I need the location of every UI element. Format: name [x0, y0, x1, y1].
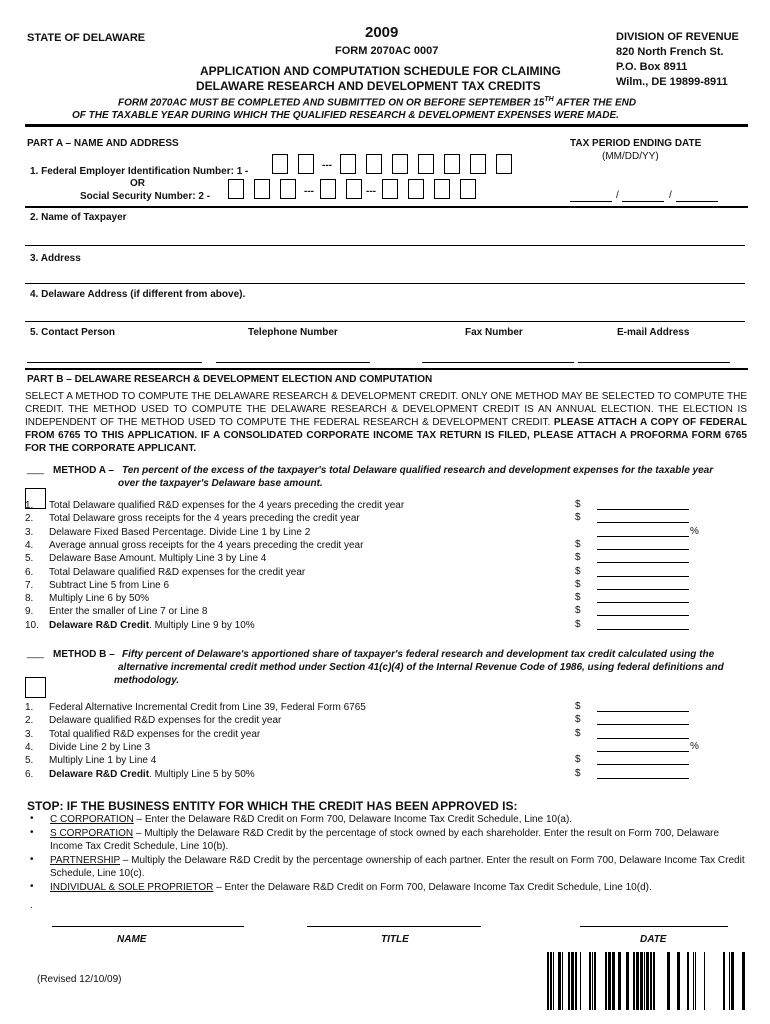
barcode-bar [677, 952, 680, 1010]
fein-dash: --- [322, 160, 332, 171]
method-a-desc-2: over the taxpayer's Delaware base amount. [118, 478, 323, 489]
line-number: 8. [25, 593, 34, 605]
method-b-label: METHOD B – [53, 649, 115, 660]
line-text: . Multiply Line 9 by 10% [149, 619, 255, 631]
name-label: NAME [117, 934, 147, 945]
line-text: Total Delaware qualified R&D expenses for the 4 years preceding the credit year [49, 500, 405, 511]
fein-box-5[interactable] [392, 154, 408, 174]
date-day-field[interactable] [622, 201, 664, 202]
barcode-bar [653, 952, 655, 1010]
line-text: Federal Alternative Incremental Credit from Line 39, Federal Form 6765 [49, 702, 366, 713]
barcode-bar [695, 952, 696, 1010]
method-a-amount-field-8[interactable] [597, 592, 689, 603]
barcode-bar [704, 952, 705, 1010]
deadline-text: FORM 2070AC MUST BE COMPLETED AND SUBMITTED ON OR BEFORE SEPTEMBER 15 [118, 97, 545, 109]
line-bold-label: Delaware R&D Credit [49, 768, 150, 780]
method-a-amount-field-9[interactable] [597, 605, 689, 616]
date-year-field[interactable] [676, 201, 718, 202]
fein-box-2[interactable] [298, 154, 314, 174]
form-title-line2: DELAWARE RESEARCH AND DEVELOPMENT TAX CREDITS [196, 79, 541, 93]
line-number: 5. [25, 755, 34, 767]
method-b-desc-2: alternative incremental credit method under Section 41(c)(4) of the Internal Revenue Code of 1986, using federal definitions and [118, 662, 724, 673]
ssn-label: Social Security Number: 2 - [80, 191, 211, 202]
part-b-instructions [25, 390, 747, 455]
email-label: E-mail Address [617, 327, 690, 338]
ssn-dash-2: --- [366, 186, 376, 197]
dollar-sign: $ [575, 701, 581, 712]
line-text: Delaware qualified R&D expenses for the credit year [49, 715, 282, 727]
barcode-bar [571, 952, 574, 1010]
line-number: 3. [25, 526, 34, 538]
tax-period-label: TAX PERIOD ENDING DATE [570, 138, 702, 149]
stop-item-4 [50, 881, 750, 894]
divider [25, 124, 748, 127]
date-month-field[interactable] [570, 201, 612, 202]
line-text: . Multiply Line 5 by 50% [149, 768, 255, 780]
barcode-bar [644, 952, 645, 1010]
barcode-bar [693, 952, 694, 1010]
method-b-amount-field-3[interactable] [597, 728, 689, 739]
line-text: Divide Line 2 by Line 3 [49, 741, 151, 753]
taxpayer-name-field[interactable] [25, 245, 745, 246]
form-number: FORM 2070AC 0007 [335, 45, 439, 57]
barcode-bar [562, 952, 563, 1010]
method-a-line-10 [25, 619, 255, 632]
division-name: DIVISION OF REVENUE [616, 31, 739, 43]
stop-title: STOP: IF THE BUSINESS ENTITY FOR WHICH THE CREDIT HAS BEEN APPROVED IS: [27, 799, 518, 813]
divider [25, 368, 748, 370]
fax-label: Fax Number [465, 327, 523, 338]
entity-instruction: – Multiply the Delaware R&D Credit by the percentage ownership of each partner. Enter the result on Form 700, Delaware Income Tax Credit Schedule, Line 10(c). [50, 855, 745, 879]
barcode-bar [646, 952, 649, 1010]
stop-item-1 [50, 813, 750, 826]
ssn-box-1[interactable] [228, 179, 244, 199]
line-number: 7. [25, 579, 34, 591]
line-text: Multiply Line 1 by Line 4 [49, 755, 157, 767]
email-field[interactable] [578, 362, 730, 363]
dollar-sign: $ [575, 605, 581, 617]
revised-date: (Revised 12/10/09) [37, 974, 122, 985]
line-text: Enter the smaller of Line 7 or Line 8 [49, 606, 208, 618]
barcode-bar [633, 952, 635, 1010]
method-a-line-3 [25, 526, 310, 539]
address-field[interactable] [25, 283, 745, 284]
stop-item-2 [50, 827, 750, 853]
method-a-line-8 [25, 592, 149, 605]
date-slash-2: / [669, 190, 672, 201]
fein-box-3[interactable] [340, 154, 356, 174]
dollar-sign: $ [575, 618, 581, 630]
barcode-bar [608, 952, 611, 1010]
ssn-box-9[interactable] [460, 179, 476, 199]
entity-type: C CORPORATION [50, 814, 134, 825]
dollar-sign: $ [575, 754, 581, 766]
line-number: 9. [25, 606, 34, 618]
dollar-sign: $ [575, 727, 581, 739]
de-address-label: 4. Delaware Address (if different from above). [30, 289, 246, 300]
line-number: 10. [25, 619, 39, 631]
method-a-line-6 [25, 566, 305, 579]
line-text: Total qualified R&D expenses for the credit year [49, 728, 261, 740]
barcode-bar [605, 952, 607, 1010]
method-a-desc-1: Ten percent of the excess of the taxpayer's total Delaware qualified research and development expenses for the taxable year [122, 465, 714, 476]
barcode-bar [580, 952, 581, 1010]
deadline-text-end: AFTER THE END [553, 97, 637, 109]
telephone-field[interactable] [216, 362, 370, 363]
method-b-line-4 [25, 741, 150, 754]
barcode-bar [550, 952, 552, 1010]
barcode-bar [612, 952, 615, 1010]
method-b-amount-field-1[interactable] [597, 701, 689, 712]
method-b-amount-field-2[interactable] [597, 714, 689, 725]
method-a-line-5 [25, 552, 266, 565]
line-text: Total Delaware qualified R&D expenses for the credit year [49, 566, 306, 578]
line-bold-label: Delaware R&D Credit [49, 619, 150, 631]
ssn-box-5[interactable] [346, 179, 362, 199]
line-number: 5. [25, 553, 34, 565]
method-a-amount-field-2[interactable] [597, 512, 689, 523]
line-number: 1. [25, 500, 34, 511]
divider [25, 206, 748, 208]
dollar-sign: $ [575, 565, 581, 577]
method-a-line-9 [25, 605, 207, 618]
barcode-bar [650, 952, 652, 1010]
or-label: OR [130, 178, 145, 189]
method-b-line-5 [25, 754, 156, 767]
method-a-amount-field-3[interactable] [597, 526, 689, 537]
fein-box-7[interactable] [444, 154, 460, 174]
tax-period-format: (MM/DD/YY) [602, 151, 659, 162]
form-year: 2009 [365, 24, 399, 41]
entity-type: INDIVIDUAL & SOLE PROPRIETOR [50, 882, 214, 893]
fein-box-1[interactable] [272, 154, 288, 174]
bullet: • [30, 854, 34, 865]
de-address-field[interactable] [25, 321, 745, 322]
barcode-bar [636, 952, 639, 1010]
barcode-bar [575, 952, 577, 1010]
method-b-desc-3: methodology. [114, 675, 180, 686]
method-b-checkbox[interactable] [25, 677, 46, 698]
method-a-blank[interactable]: ___ [27, 464, 44, 475]
ssn-box-7[interactable] [408, 179, 424, 199]
method-b-line-6 [25, 768, 255, 781]
barcode-bar [640, 952, 643, 1010]
percent-sign: % [690, 740, 699, 752]
bullet: • [30, 827, 34, 838]
contact-person-field[interactable] [27, 362, 202, 363]
deadline-line1 [118, 96, 636, 108]
taxpayer-name-label: 2. Name of Taxpayer [30, 212, 127, 223]
fein-box-8[interactable] [470, 154, 486, 174]
method-b-amount-field-4[interactable] [597, 741, 689, 752]
entity-instruction: – Enter the Delaware R&D Credit on Form 700, Delaware Income Tax Credit Schedule, Line 10(d). [213, 882, 652, 893]
part-a-title: PART A – NAME AND ADDRESS [27, 138, 179, 149]
barcode-bar [568, 952, 570, 1010]
barcode-bar [594, 952, 596, 1010]
division-city: Wilm., DE 19899-8911 [616, 76, 728, 88]
division-address [616, 30, 739, 90]
dollar-sign: $ [575, 512, 581, 524]
dollar-sign: $ [575, 578, 581, 590]
division-street: 820 North French St. [616, 46, 724, 58]
dollar-sign: $ [575, 592, 581, 604]
date-slash-1: / [616, 190, 619, 201]
line-text: Total Delaware gross receipts for the 4 years preceding the credit year [49, 513, 360, 525]
percent-sign: % [690, 525, 699, 537]
bullet: • [30, 813, 34, 824]
form-title-line1: APPLICATION AND COMPUTATION SCHEDULE FOR CLAIMING [200, 64, 561, 78]
barcode-bar [687, 952, 689, 1010]
method-a-amount-field-10[interactable] [597, 619, 689, 630]
barcode-bar [618, 952, 621, 1010]
division-pobox: P.O. Box 8911 [616, 61, 688, 73]
ssn-dash-1: --- [304, 186, 314, 197]
address-label: 3. Address [30, 253, 81, 264]
barcode-bar [589, 952, 591, 1010]
line-number: 6. [25, 566, 34, 578]
entity-instruction: – Enter the Delaware R&D Credit on Form 700, Delaware Income Tax Credit Schedule, Line 10(a). [133, 814, 573, 825]
method-a-amount-field-6[interactable] [597, 566, 689, 577]
barcode-bar [626, 952, 629, 1010]
barcode-bar [723, 952, 725, 1010]
ssn-box-8[interactable] [434, 179, 450, 199]
state-label: STATE OF DELAWARE [27, 32, 146, 44]
line-number: 2. [25, 513, 34, 525]
stop-item-3 [50, 854, 750, 880]
method-b-line-1 [25, 701, 366, 714]
method-a-line-7 [25, 579, 169, 592]
barcode-bar [667, 952, 670, 1010]
ssn-box-2[interactable] [254, 179, 270, 199]
ssn-box-3[interactable] [280, 179, 296, 199]
entity-type: S CORPORATION [50, 828, 134, 839]
line-text: Average annual gross receipts for the 4 years preceding the credit year [49, 539, 364, 551]
barcode-bar [547, 952, 549, 1010]
title-label: TITLE [381, 934, 409, 945]
ssn-box-4[interactable] [320, 179, 336, 199]
dollar-sign: $ [575, 499, 581, 510]
line-number: 6. [25, 768, 34, 780]
deadline-line2: OF THE TAXABLE YEAR DURING WHICH THE QUALIFIED RESEARCH & DEVELOPMENT EXPENSES WERE MADE. [72, 110, 619, 121]
barcode-bar [553, 952, 554, 1010]
line-text: Subtract Line 5 from Line 6 [49, 579, 170, 591]
title-signature-line[interactable] [307, 926, 481, 927]
telephone-label: Telephone Number [248, 327, 338, 338]
fein-box-6[interactable] [418, 154, 434, 174]
part-b-intro-bold: PLEASE ATTACH A COPY OF FEDERAL FROM 6765 TO THIS APPLICATION. IF A CONSOLIDATED CORPORATE INCOME TAX RETURN IS FILED, PLEASE ATTACH A PROFORMA FORM 6765 FOR THE CORPORATE APPLICANT. [25, 417, 747, 454]
line-number: 2. [25, 715, 34, 727]
method-a-amount-field-5[interactable] [597, 552, 689, 563]
date-label: DATE [640, 934, 667, 945]
barcode-image [545, 952, 745, 1010]
fein-box-9[interactable] [496, 154, 512, 174]
dollar-sign: $ [575, 538, 581, 550]
method-a-line-1 [25, 499, 404, 512]
method-a-amount-field-7[interactable] [597, 579, 689, 590]
line-number: 4. [25, 539, 34, 551]
line-text: Multiply Line 6 by 50% [49, 593, 150, 605]
barcode-bar [742, 952, 745, 1010]
method-b-line-3 [25, 728, 260, 741]
line-text: Delaware Fixed Based Percentage. Divide Line 1 by Line 2 [49, 526, 311, 538]
method-b-blank[interactable]: ___ [27, 648, 44, 659]
barcode-bar [558, 952, 561, 1010]
deadline-sup: TH [544, 96, 554, 103]
method-b-line-2 [25, 714, 281, 727]
method-a-amount-field-1[interactable] [597, 499, 689, 510]
method-a-amount-field-4[interactable] [597, 539, 689, 550]
line-number: 1. [25, 702, 34, 713]
fax-field[interactable] [422, 362, 574, 363]
dollar-sign: $ [575, 767, 581, 779]
name-signature-line[interactable] [52, 926, 244, 927]
ssn-box-6[interactable] [382, 179, 398, 199]
part-b-title: PART B – DELAWARE RESEARCH & DEVELOPMENT ELECTION AND COMPUTATION [27, 374, 433, 385]
method-b-amount-field-6[interactable] [597, 768, 689, 779]
line-number: 3. [25, 728, 34, 740]
part-b-intro: SELECT A METHOD TO COMPUTE THE DELAWARE RESEARCH & DEVELOPMENT CREDIT. ONLY ONE METHOD MAY BE SELECTED TO COMPUTE THE CREDIT. THE METHOD USED TO COMPUTE THE DELAWARE RESEARCH & DEVELOPMENT CREDIT IS AN ANNUAL ELECTION. THE ELECTION IS INDEPENDENT OF THE METHOD USED TO COMPUTE THE FEDERAL RESEARCH & DEVELOPMENT CREDIT. [25, 391, 747, 428]
dollar-sign: $ [575, 552, 581, 564]
method-b-desc-1: Fifty percent of Delaware's apportioned share of taxpayer's federal research and development tax credit calculated using the [122, 649, 715, 660]
method-a-label: METHOD A – [53, 465, 114, 476]
entity-instruction: – Multiply the Delaware R&D Credit by the percentage of stock owned by each shareholder. Enter the result on Form 700, Delaware Income Tax Credit Schedule, Line 10(b). [50, 828, 720, 852]
contact-person-label: 5. Contact Person [30, 327, 116, 338]
line-number: 4. [25, 741, 34, 753]
bullet: • [30, 881, 34, 892]
barcode-bar [731, 952, 734, 1010]
method-a-line-2 [25, 512, 360, 525]
entity-type: PARTNERSHIP [50, 855, 121, 866]
barcode-bar [729, 952, 730, 1010]
fein-label: 1. Federal Employer Identification Number: 1 - [30, 166, 249, 177]
dollar-sign: $ [575, 714, 581, 726]
line-text: Delaware Base Amount. Multiply Line 3 by Line 4 [49, 553, 267, 565]
method-a-line-4 [25, 539, 363, 552]
fein-box-4[interactable] [366, 154, 382, 174]
stray-mark: . [30, 900, 33, 911]
barcode-bar [592, 952, 593, 1010]
method-b-amount-field-5[interactable] [597, 754, 689, 765]
date-signature-line[interactable] [580, 926, 728, 927]
